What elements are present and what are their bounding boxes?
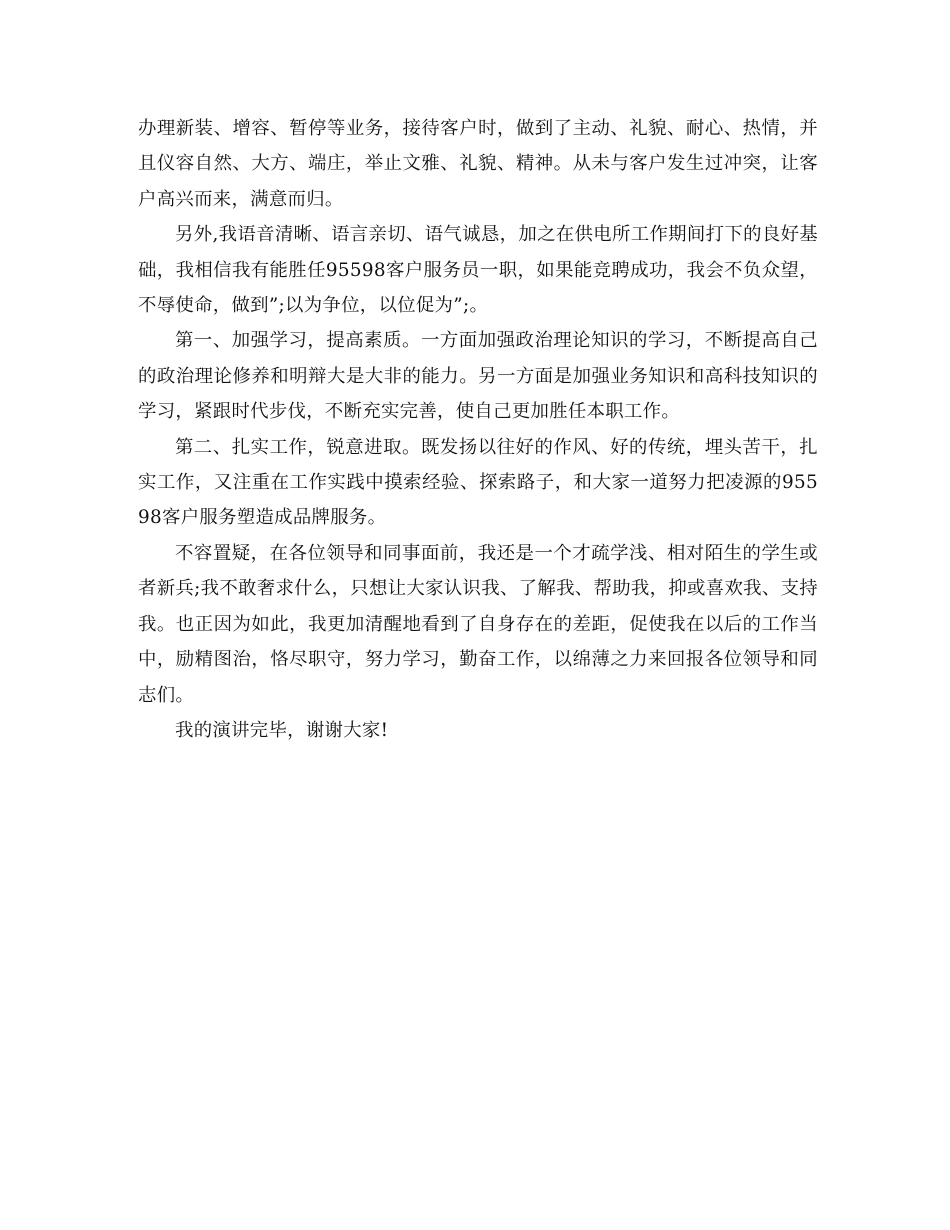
paragraph-second-point: 第二、扎实工作，锐意进取。既发扬以往好的作风、好的传统，埋头苦干，扎实工作，又注重在工作实践中摸索经验、探索路子，和大家一道努力把凌源的95598客户服务塑造成品牌服务。 — [138, 436, 818, 529]
paragraph-humility: 不容置疑，在各位领导和同事面前，我还是一个才疏学浅、相对陌生的学生或者新兵;我不敢奢求什么，只想让大家认识我、了解我、帮助我，抑或喜欢我、支持我。也正因为如此，我更加清醒地看到了自身存在的差距，促使我在以后的工作当中，励精图治，恪尽职守，努力学习，勤奋工作，以绵薄之力来回报各位领导和同志们。 — [138, 542, 818, 706]
paragraph-closing: 我的演讲完毕，谢谢大家! — [175, 719, 389, 741]
document-body — [138, 111, 818, 748]
paragraph-qualifications: 另外,我语音清晰、语言亲切、语气诚恳，加之在供电所工作期间打下的良好基础，我相信我有能胜任95598客户服务员一职，如果能竞聘成功，我会不负众望，不辱使命，做到”;以为争位，以位促为”;。 — [138, 224, 818, 317]
paragraph-first-point: 第一、加强学习，提高素质。一方面加强政治理论知识的学习，不断提高自己的政治理论修养和明辩大是大非的能力。另一方面是加强业务知识和高科技知识的学习，紧跟时代步伐，不断充实完善，使自己更加胜任本职工作。 — [138, 330, 818, 423]
paragraph-continuation: 办理新装、增容、暂停等业务，接待客户时，做到了主动、礼貌、耐心、热情，并且仪容自然、大方、端庄，举止文雅、礼貌、精神。从未与客户发生过冲突，让客户高兴而来，满意而归。 — [138, 118, 818, 210]
